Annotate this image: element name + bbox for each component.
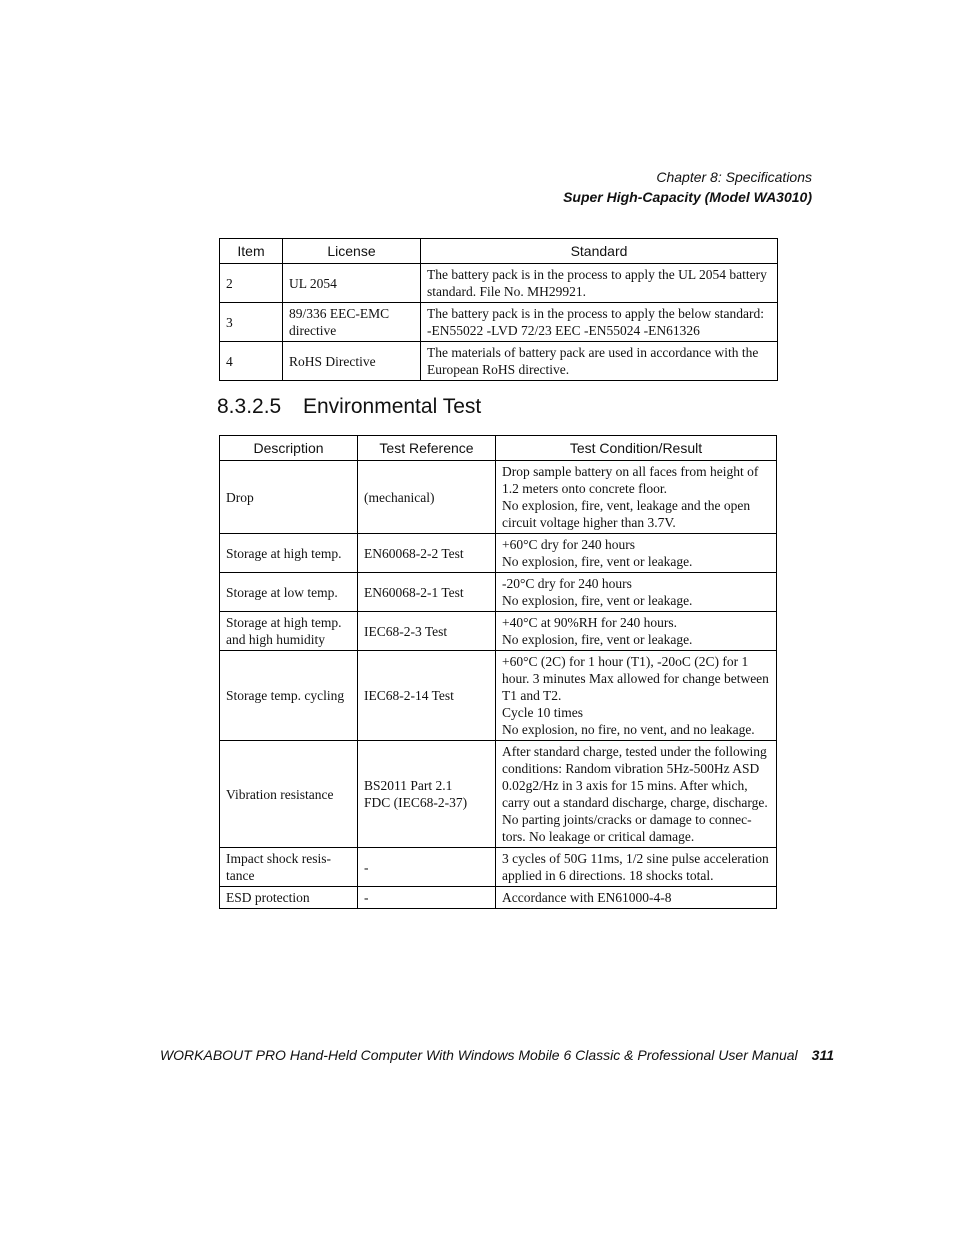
table-cell: IEC68-2-3 Test [358, 612, 496, 651]
table-row [220, 741, 777, 848]
column-header: License [283, 239, 421, 264]
section-number: 8.3.2.5 [217, 395, 282, 418]
chapter-label: Chapter 8: Specifications [656, 169, 812, 185]
table-row [220, 303, 778, 342]
table-row [220, 461, 777, 534]
table-cell: - [358, 848, 496, 887]
table-cell: EN60068-2-2 Test [358, 534, 496, 573]
table-cell: UL 2054 [283, 264, 421, 303]
table-cell: ESD protection [220, 887, 358, 909]
table-cell: -20°C dry for 240 hours No explosion, fire, vent or leakage. [496, 573, 777, 612]
table-cell: Storage temp. cycling [220, 651, 358, 741]
table-cell: 3 [220, 303, 283, 342]
manual-title: WORKABOUT PRO Hand-Held Computer With Windows Mobile 6 Classic & Professional User Manual [159, 1047, 798, 1063]
table-cell: Drop sample battery on all faces from height of 1.2 meters onto concrete floor. No explosion, fire, vent, leakage and the open circuit voltage higher than 3.7V. [496, 461, 777, 534]
table-cell: IEC68-2-14 Test [358, 651, 496, 741]
column-header: Test Condition/Result [496, 436, 777, 461]
running-header [563, 167, 812, 207]
table-cell: Storage at high temp. and high humidity [220, 612, 358, 651]
environmental-test-table [219, 435, 777, 909]
table-cell: Storage at high temp. [220, 534, 358, 573]
table-cell: The battery pack is in the process to apply the below standard: -EN55022 -LVD 72/23 EEC -EN55024 -EN61326 [421, 303, 778, 342]
table-cell: 4 [220, 342, 283, 381]
table-cell: Drop [220, 461, 358, 534]
table-cell: Accordance with EN61000-4-8 [496, 887, 777, 909]
page-footer [160, 1047, 834, 1063]
table-row [220, 612, 777, 651]
column-header: Description [220, 436, 358, 461]
table-cell: Impact shock resis-tance [220, 848, 358, 887]
table-row [220, 573, 777, 612]
page-number: 311 [811, 1047, 834, 1063]
table-row [220, 264, 778, 303]
table-cell: EN60068-2-1 Test [358, 573, 496, 612]
table-cell: (mechanical) [358, 461, 496, 534]
column-header: Item [220, 239, 283, 264]
table-cell: Storage at low temp. [220, 573, 358, 612]
table-cell: - [358, 887, 496, 909]
column-header: Standard [421, 239, 778, 264]
table-cell: +60°C (2C) for 1 hour (T1), -20oC (2C) for 1 hour. 3 minutes Max allowed for change between T1 and T2. Cycle 10 times No explosion, no fire, no vent, and no leakage. [496, 651, 777, 741]
table-row [220, 342, 778, 381]
table-cell: Vibration resistance [220, 741, 358, 848]
table-cell: 89/336 EEC-EMC directive [283, 303, 421, 342]
table-cell: +60°C dry for 240 hours No explosion, fire, vent or leakage. [496, 534, 777, 573]
table-row [220, 848, 777, 887]
section-heading [217, 392, 481, 422]
table-cell: RoHS Directive [283, 342, 421, 381]
license-table [219, 238, 778, 381]
table-cell: +40°C at 90%RH for 240 hours. No explosion, fire, vent or leakage. [496, 612, 777, 651]
table-cell: After standard charge, tested under the following conditions: Random vibration 5Hz-500Hz ASD 0.02g2/Hz in 3 axis for 15 mins. After which, carry out a standard discharge, charge, discharge. No parting joints/cracks or damage to connec-tors. No leakage or critical damage. [496, 741, 777, 848]
table-row [220, 887, 777, 909]
table-cell: The battery pack is in the process to apply the UL 2054 battery standard. File No. MH29921. [421, 264, 778, 303]
table-cell: 2 [220, 264, 283, 303]
table-cell: BS2011 Part 2.1 FDC (IEC68-2-37) [358, 741, 496, 848]
table-row [220, 651, 777, 741]
table-cell: 3 cycles of 50G 11ms, 1/2 sine pulse acceleration applied in 6 directions. 18 shocks total. [496, 848, 777, 887]
section-title: Environmental Test [303, 395, 482, 418]
column-header: Test Reference [358, 436, 496, 461]
table-row [220, 534, 777, 573]
chapter-subtitle: Super High-Capacity (Model WA3010) [563, 189, 812, 205]
table-cell: The materials of battery pack are used in accordance with the European RoHS directive. [421, 342, 778, 381]
